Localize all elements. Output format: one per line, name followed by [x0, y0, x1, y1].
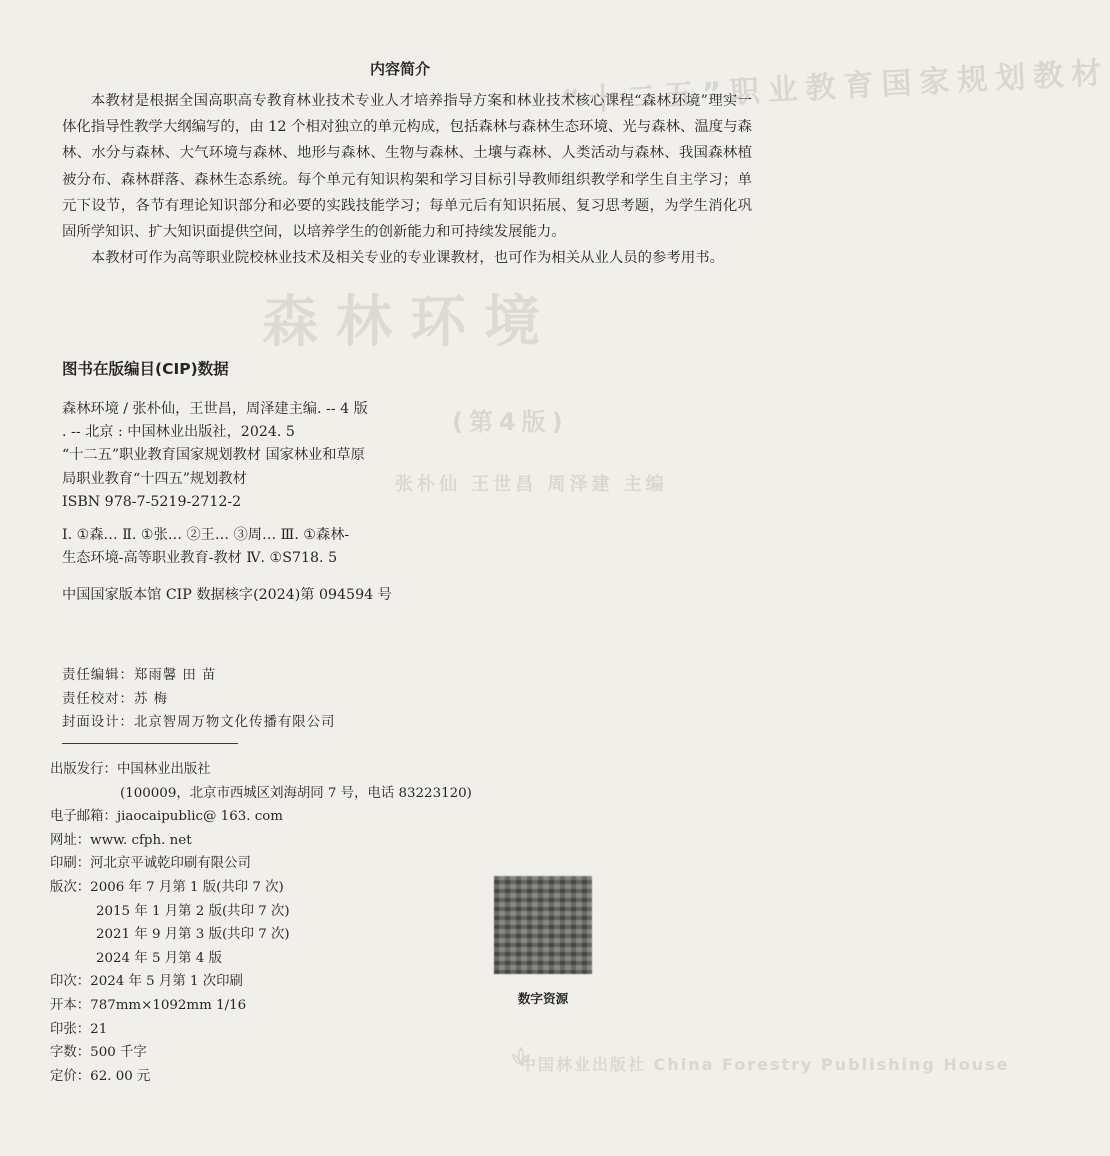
cip-archive-number: 中国国家版本馆 CIP 数据核字(2024)第 094594 号: [62, 587, 392, 604]
cip-record: [62, 398, 482, 608]
intro-title: 内容简介: [369, 60, 430, 78]
word-count-line: 字数：500 千字: [50, 1045, 147, 1061]
ghost-authors-text: 张朴仙 王世昌 周泽建 主编: [395, 474, 668, 495]
website-line: 网址：www. cfph. net: [50, 832, 192, 848]
cip-line: 森林环境 / 张朴仙，王世昌，周泽建主编. -- 4 版: [62, 401, 368, 417]
price-line: 定价：62. 00 元: [50, 1068, 151, 1084]
intro-paragraph: 本教材可作为高等职业院校林业技术及相关专业的专业课教材，也可作为相关从业人员的参考用书。: [90, 250, 724, 267]
printer-line: 印刷：河北京平诚乾印刷有限公司: [50, 856, 251, 872]
qr-code[interactable]: [494, 876, 592, 974]
divider: [62, 743, 238, 744]
cip-isbn: ISBN 978-7-5219-2712-2: [62, 493, 242, 510]
edition-line: 版次：2006 年 7 月第 1 版(共印 7 次): [50, 879, 284, 895]
publisher-logo-icon: [510, 1045, 532, 1067]
edition-line: 2021 年 9 月第 3 版(共印 7 次): [96, 927, 290, 943]
cip-line: “十二五”职业教育国家规划教材 国家林业和草原: [62, 447, 365, 464]
publisher-line: 出版发行：中国林业出版社: [50, 762, 211, 777]
ghost-publisher-text: 中国林业出版社 China Forestry Publishing House: [520, 1055, 1010, 1074]
credits: [62, 664, 335, 735]
cip-heading: 图书在版编目(CIP)数据: [62, 360, 229, 378]
ghost-title-text: 森林环境: [262, 290, 558, 355]
printing-line: 印次：2024 年 5 月第 1 次印刷: [50, 974, 243, 990]
edition-line: 2024 年 5 月第 4 版: [96, 950, 222, 966]
ghost-series-text: “十二五”职业教育国家规划教材: [559, 55, 1110, 120]
cip-class-line: 生态环境-高等职业教育-教材 Ⅳ. ①S718. 5: [62, 550, 338, 567]
credit-cover-design: 封面设计：北京智周万物文化传播有限公司: [62, 715, 336, 731]
credit-proofreader: 责任校对：苏 梅: [62, 691, 168, 707]
address-line: (100009，北京市西城区刘海胡同 7 号，电话 83223120): [120, 785, 472, 801]
sheets-line: 印张：21: [50, 1021, 108, 1037]
qr-caption: 数字资源: [517, 991, 569, 1006]
intro-body: [62, 88, 752, 271]
credit-editor: 责任编辑：郑雨馨 田 苗: [62, 668, 217, 683]
publication-info: [50, 758, 472, 1088]
cip-class-line: Ⅰ. ①森… Ⅱ. ①张… ②王… ③周… Ⅲ. ①森林-: [62, 527, 350, 544]
cip-line: . -- 北京 : 中国林业出版社，2024. 5: [62, 424, 295, 441]
ghost-edition-text: (第4版): [452, 408, 569, 436]
format-line: 开本：787mm×1092mm 1/16: [50, 997, 247, 1013]
edition-line: 2015 年 1 月第 2 版(共印 7 次): [96, 903, 290, 919]
cip-line: 局职业教育“十四五”规划教材: [62, 470, 247, 487]
email-line: 电子邮箱：jiaocaipublic@ 163. com: [50, 809, 284, 825]
intro-paragraph: 本教材是根据全国高职高专教育林业技术专业人才培养指导方案和林业技术核心课程“森林环境”理实一体化指导性教学大纲编写的，由 12 个相对独立的单元构成，包括森林与森林生态环境、光与森林、温度与森林、水分与森林、大气环境与森林、地形与森林、生物与森林、土壤与森林、人类活动与森林、我国森林植被分布、森林群落、森林生态系统。每个单元有知识构架和学习目标引导教师组织教学和学生自主学习；单元下设节，各节有理论知识部分和必要的实践技能学习；每单元后有知识拓展、复习思考题，为学生消化巩固所学知识、扩大知识面提供空间，以培养学生的创新能力和可持续发展能力。: [62, 93, 752, 241]
